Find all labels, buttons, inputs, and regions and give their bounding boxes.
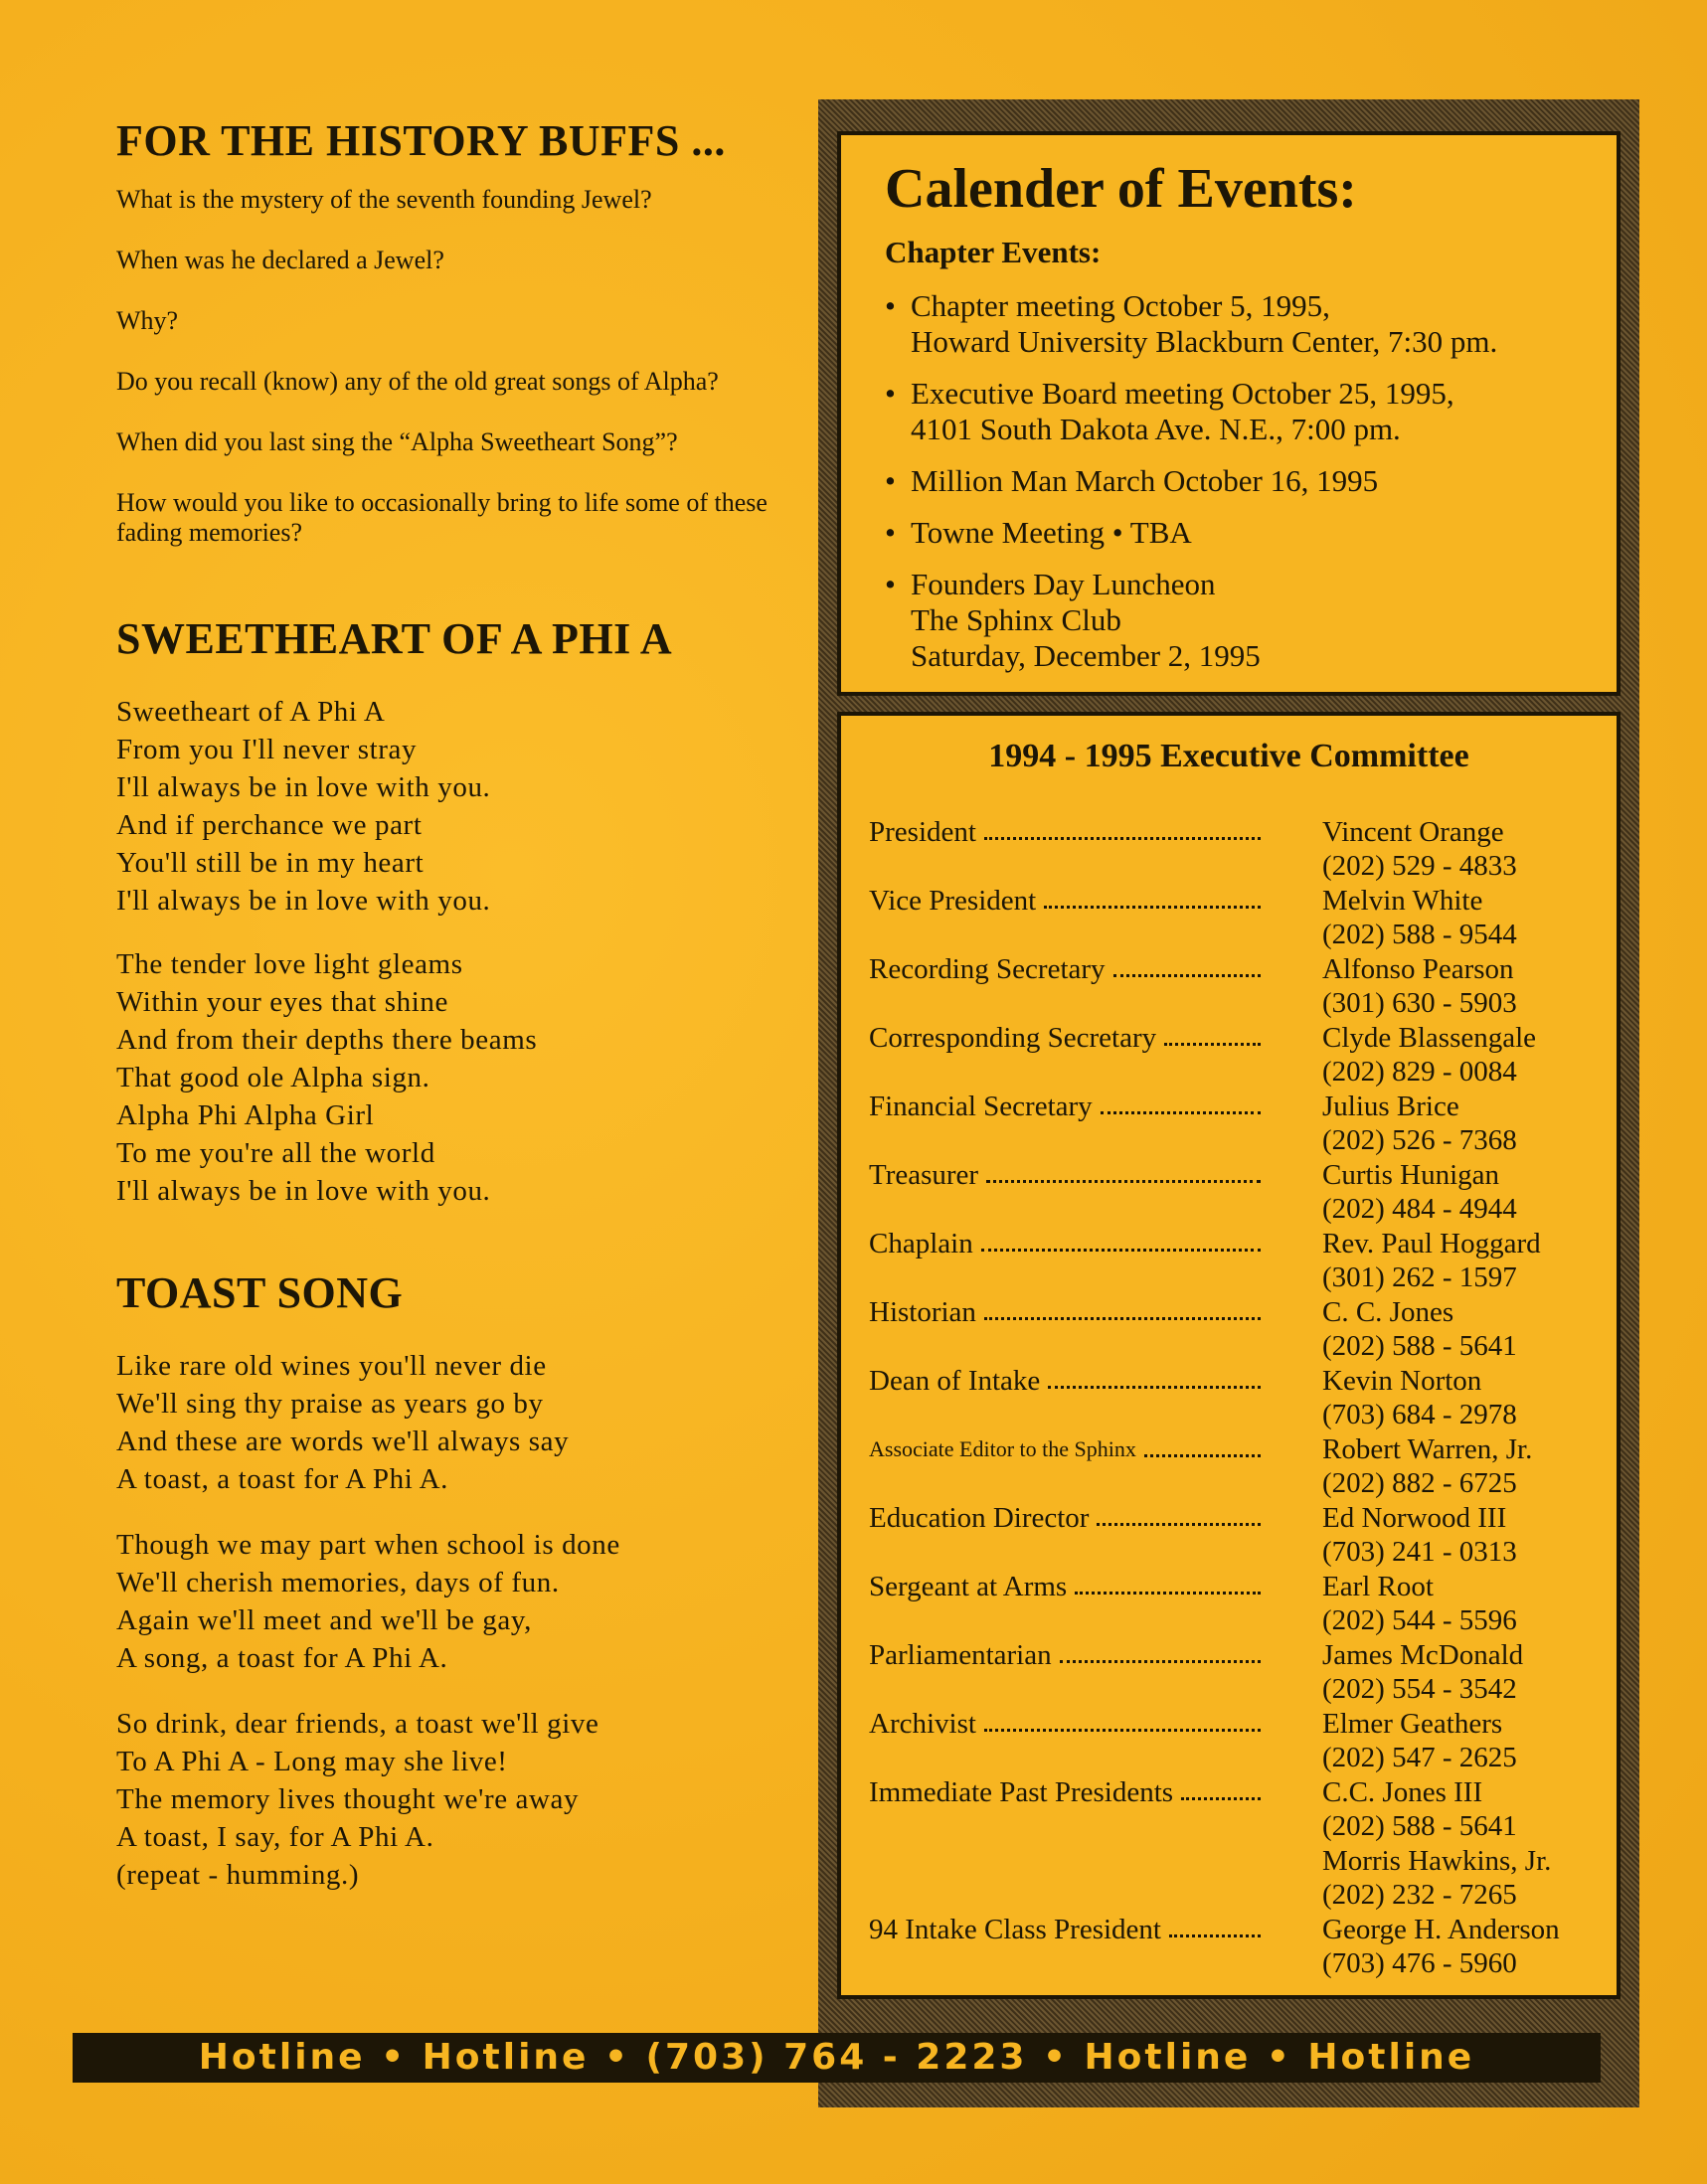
- committee-role-label: Parliamentarian: [869, 1639, 1052, 1671]
- member-phone: (202) 588 - 5641: [1322, 1330, 1517, 1362]
- committee-role: [869, 884, 1267, 918]
- committee-role-label: Archivist: [869, 1708, 976, 1740]
- toast-verse-1: [116, 1347, 792, 1498]
- event-line: • Founders Day Luncheon: [911, 567, 1216, 602]
- member-name: Morris Hawkins, Jr.: [1322, 1845, 1552, 1877]
- committee-role-label: Immediate Past Presidents: [869, 1776, 1174, 1808]
- committee-role-label: Chaplain: [869, 1228, 973, 1260]
- left-column: [116, 117, 792, 1894]
- member-name: Alfonso Pearson: [1322, 953, 1514, 985]
- committee-member: [1322, 1501, 1621, 1569]
- right-column-frame: [818, 99, 1639, 2107]
- member-name: Kevin Norton: [1322, 1365, 1482, 1397]
- committee-role: [869, 1501, 1267, 1535]
- lyric-line: You'll still be in my heart: [116, 847, 425, 880]
- event-item: [885, 463, 1573, 499]
- member-phone: (202) 588 - 9544: [1322, 919, 1517, 950]
- sweetheart-lyrics: [116, 693, 792, 1210]
- leader-dots: [981, 1227, 1261, 1252]
- calendar-subtitle: Chapter Events:: [885, 235, 1102, 270]
- lyric-line: Sweetheart of A Phi A: [116, 696, 386, 729]
- committee-member: [1322, 1364, 1621, 1431]
- committee-member: [1322, 1021, 1621, 1089]
- event-line: The Sphinx Club: [911, 602, 1121, 638]
- committee-role-label: Associate Editor to the Sphinx: [869, 1436, 1136, 1461]
- event-line: 4101 South Dakota Ave. N.E., 7:00 pm.: [911, 412, 1401, 447]
- leader-dots: [1060, 1638, 1261, 1663]
- committee-role-label: Financial Secretary: [869, 1091, 1093, 1122]
- committee-role: [869, 1913, 1267, 1946]
- history-question: How would you like to occasionally bring to life some of these fading memories?: [116, 487, 768, 547]
- lyric-line: Though we may part when school is done: [116, 1529, 620, 1562]
- member-phone: (703) 241 - 0313: [1322, 1536, 1517, 1568]
- member-phone: (202) 882 - 6725: [1322, 1467, 1517, 1499]
- member-name: Elmer Geathers: [1322, 1708, 1503, 1740]
- event-line: • Million Man March October 16, 1995: [911, 463, 1379, 499]
- lyric-line: A toast, a toast for A Phi A.: [116, 1463, 448, 1496]
- committee-role: [869, 1158, 1267, 1192]
- committee-role-label: President: [869, 816, 976, 848]
- committee-role-label: Corresponding Secretary: [869, 1022, 1157, 1054]
- committee-role: [869, 1227, 1267, 1260]
- lyric-line: And from their depths there beams: [116, 1024, 538, 1057]
- leader-dots: [984, 815, 1261, 840]
- member-phone: (202) 526 - 7368: [1322, 1124, 1517, 1156]
- executive-committee-title: 1994 - 1995 Executive Committee: [988, 738, 1469, 774]
- committee-member: [1322, 1158, 1621, 1226]
- member-phone: (202) 554 - 3542: [1322, 1673, 1517, 1705]
- member-name: Earl Root: [1322, 1571, 1434, 1602]
- committee-role: [869, 815, 1267, 849]
- lyric-line: To A Phi A - Long may she live!: [116, 1746, 508, 1778]
- history-question: When did you last sing the “Alpha Sweetheart Song”?: [116, 426, 678, 456]
- event-line: • Chapter meeting October 5, 1995,: [911, 288, 1330, 324]
- event-line: • Towne Meeting • TBA: [911, 515, 1192, 551]
- history-question: What is the mystery of the seventh founding Jewel?: [116, 185, 652, 215]
- event-list: [885, 288, 1573, 674]
- member-phone: (202) 544 - 5596: [1322, 1604, 1517, 1636]
- toast-title: TOAST SONG: [116, 1268, 404, 1318]
- leader-dots: [1181, 1775, 1261, 1800]
- event-line: • Executive Board meeting October 25, 1995,: [911, 376, 1454, 412]
- member-name: Ed Norwood III: [1322, 1502, 1507, 1534]
- calendar-box: [837, 131, 1621, 696]
- lyric-line: And if perchance we part: [116, 809, 423, 842]
- committee-member: [1322, 1227, 1621, 1294]
- lyric-line: We'll sing thy praise as years go by: [116, 1388, 544, 1421]
- member-name: C.C. Jones III: [1322, 1776, 1483, 1808]
- committee-role: [869, 1364, 1267, 1398]
- history-question: Do you recall (know) any of the old great songs of Alpha?: [116, 367, 719, 397]
- toast-lyrics: [116, 1347, 792, 1894]
- member-name: Robert Warren, Jr.: [1322, 1433, 1533, 1465]
- committee-role-label: Treasurer: [869, 1159, 979, 1191]
- lyric-line: Within your eyes that shine: [116, 986, 448, 1019]
- leader-dots: [1169, 1913, 1261, 1937]
- leader-dots: [1044, 884, 1261, 909]
- leader-dots: [984, 1707, 1261, 1732]
- committee-member: [1322, 952, 1621, 1020]
- committee-member: [1322, 1432, 1621, 1500]
- history-question: Why?: [116, 306, 179, 336]
- member-name: Vincent Orange: [1322, 816, 1504, 848]
- committee-member: [1322, 1295, 1621, 1363]
- lyric-line: We'll cherish memories, days of fun.: [116, 1567, 560, 1599]
- member-phone: (202) 829 - 0084: [1322, 1056, 1517, 1088]
- leader-dots: [1113, 952, 1261, 977]
- committee-role-label: Recording Secretary: [869, 953, 1106, 985]
- member-phone: (301) 262 - 1597: [1322, 1261, 1517, 1293]
- committee-member: [1322, 1090, 1621, 1157]
- member-phone: (202) 484 - 4944: [1322, 1193, 1517, 1225]
- lyric-line: I'll always be in love with you.: [116, 1175, 491, 1208]
- committee-role: [869, 1775, 1267, 1809]
- committee-role-label: Vice President: [869, 885, 1037, 917]
- member-phone: (703) 684 - 2978: [1322, 1399, 1517, 1430]
- leader-dots: [1075, 1570, 1261, 1595]
- event-item: [885, 288, 1573, 360]
- committee-role: [869, 1432, 1267, 1466]
- lyric-line: And these are words we'll always say: [116, 1426, 570, 1458]
- committee-role-label: Sergeant at Arms: [869, 1571, 1068, 1602]
- toast-verse-3: [116, 1705, 792, 1894]
- member-name: Julius Brice: [1322, 1091, 1459, 1122]
- lyric-line: A song, a toast for A Phi A.: [116, 1642, 448, 1675]
- event-item: [885, 567, 1573, 674]
- member-name: James McDonald: [1322, 1639, 1524, 1671]
- event-line: Howard University Blackburn Center, 7:30 pm.: [911, 324, 1498, 360]
- lyric-line: That good ole Alpha sign.: [116, 1062, 430, 1094]
- hotline-banner: Hotline • Hotline • (703) 764 - 2223 • Hotline • Hotline: [73, 2033, 1601, 2083]
- member-phone: (202) 529 - 4833: [1322, 850, 1517, 882]
- executive-committee-box: [837, 712, 1621, 1999]
- lyric-line: I'll always be in love with you.: [116, 885, 491, 918]
- sweetheart-verse-2: [116, 945, 792, 1210]
- lyric-line: Alpha Phi Alpha Girl: [116, 1099, 375, 1132]
- committee-role: [869, 1021, 1267, 1055]
- lyric-line: The tender love light gleams: [116, 948, 463, 981]
- leader-dots: [1144, 1432, 1261, 1457]
- member-phone: (301) 630 - 5903: [1322, 987, 1517, 1019]
- committee-role: [869, 952, 1267, 986]
- committee-member: [1322, 1707, 1621, 1774]
- committee-role-label: Education Director: [869, 1502, 1090, 1534]
- committee-member: [1322, 1844, 1621, 1912]
- sweetheart-verse-1: [116, 693, 792, 920]
- event-item: [885, 376, 1573, 447]
- history-question: When was he declared a Jewel?: [116, 246, 444, 275]
- leader-dots: [986, 1158, 1261, 1183]
- lyric-line: I'll always be in love with you.: [116, 771, 491, 804]
- member-name: Curtis Hunigan: [1322, 1159, 1500, 1191]
- member-name: Clyde Blassengale: [1322, 1022, 1537, 1054]
- member-name: Rev. Paul Hoggard: [1322, 1228, 1541, 1260]
- lyric-line: The memory lives thought we're away: [116, 1783, 580, 1816]
- sweetheart-title: SWEETHEART OF A PHI A: [116, 613, 673, 663]
- committee-member: [1322, 815, 1621, 883]
- lyric-line: So drink, dear friends, a toast we'll give: [116, 1708, 599, 1741]
- member-name: Melvin White: [1322, 885, 1483, 917]
- committee-role-label: 94 Intake Class President: [869, 1914, 1161, 1945]
- event-item: [885, 515, 1573, 551]
- committee-member: [1322, 884, 1621, 951]
- leader-dots: [1164, 1021, 1261, 1046]
- committee-role: [869, 1570, 1267, 1603]
- member-name: C. C. Jones: [1322, 1296, 1454, 1328]
- committee-role: [869, 1638, 1267, 1672]
- lyric-line: A toast, I say, for A Phi A.: [116, 1821, 434, 1854]
- leader-dots: [1101, 1090, 1261, 1114]
- committee-role: [869, 1295, 1267, 1329]
- history-title: FOR THE HISTORY BUFFS ...: [116, 116, 726, 165]
- member-phone: (202) 547 - 2625: [1322, 1742, 1517, 1773]
- member-phone: (202) 588 - 5641: [1322, 1810, 1517, 1842]
- lyric-line: (repeat - humming.): [116, 1859, 360, 1892]
- event-line: Saturday, December 2, 1995: [911, 638, 1261, 674]
- member-phone: (202) 232 - 7265: [1322, 1879, 1517, 1911]
- member-name: George H. Anderson: [1322, 1914, 1560, 1945]
- leader-dots: [1048, 1364, 1261, 1389]
- committee-role-label: Historian: [869, 1296, 976, 1328]
- committee-role-label: Dean of Intake: [869, 1365, 1041, 1397]
- toast-verse-2: [116, 1526, 792, 1677]
- lyric-line: From you I'll never stray: [116, 734, 418, 766]
- member-phone: (703) 476 - 5960: [1322, 1947, 1517, 1979]
- leader-dots: [984, 1295, 1261, 1320]
- lyric-line: To me you're all the world: [116, 1137, 435, 1170]
- committee-role: [869, 1707, 1267, 1741]
- lyric-line: Again we'll meet and we'll be gay,: [116, 1604, 532, 1637]
- committee-role: [869, 1090, 1267, 1123]
- calendar-title: Calender of Events:: [885, 158, 1357, 220]
- committee-member: [1322, 1570, 1621, 1637]
- committee-member: [1322, 1638, 1621, 1706]
- lyric-line: Like rare old wines you'll never die: [116, 1350, 547, 1383]
- committee-member: [1322, 1775, 1621, 1843]
- leader-dots: [1097, 1501, 1261, 1526]
- committee-member: [1322, 1913, 1621, 1980]
- history-questions: [116, 185, 792, 547]
